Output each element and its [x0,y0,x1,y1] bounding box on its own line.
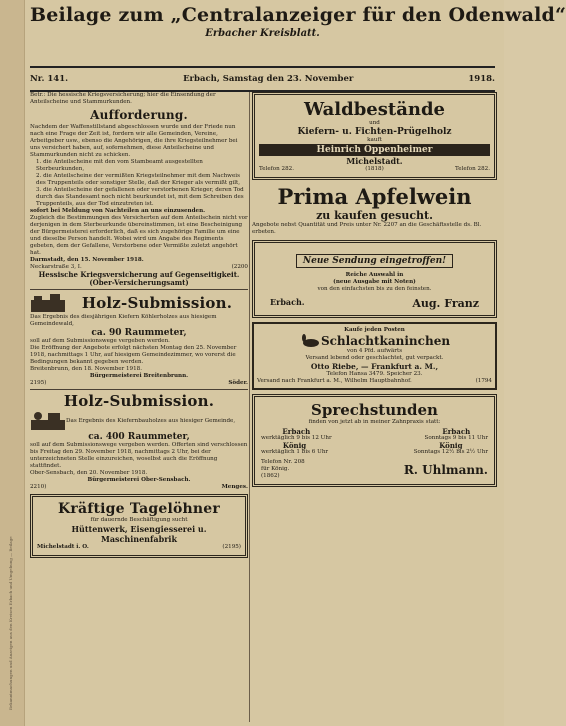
notice-instruction: sofort bei Meldung von Nachteilen an uns einzusenden. [30,208,206,214]
wald-tel-left: Telefon 282. [259,166,294,172]
gesang-reiche: Reiche Auswahl in [345,272,404,278]
wald-city: Michelstadt. [346,156,403,166]
wald-tel-right: Telefon 282. [455,166,490,172]
notice-address: Neckarstraße 3, I. [30,264,82,270]
kanin-foot: Versand nach Frankfurt a. M., Wilhelm Hauptbahnhof. [257,378,412,384]
gesang-sendung: Neue Sendung eingetroffen! [296,254,453,268]
issue-date: Erbach, Samstag den 23. November [183,74,354,84]
page-margin [0,0,25,726]
holz2-name: Menges. [221,484,248,490]
sprech-r-time-1: Sonntags 9 bis 11 Uhr [424,435,488,441]
notice-place-date: Darmstadt, den 15. November 1918. [30,257,144,263]
notice-point-2: 2. die Anteilscheine der vermißten Kriegsteilnehmer mit dem Nachweis des Truppenteils oder sonstiger Stelle, daß der Krieger als vermißt gilt, [36,173,241,186]
wald-kauft: kauft [367,137,382,143]
sprech-footer [261,459,488,480]
sprech-title: Sprechstunden [311,401,438,419]
apfel-title: Prima Apfelwein [277,184,472,209]
holz2-place: Ober-Sensbach, den 20. November 1918. [30,470,148,476]
tagel-title: Kräftige Tagelöhner [58,501,220,517]
wald-und: und [369,120,380,126]
holz1-title: Holz-Submission. [81,294,233,312]
tagelohner-ad [30,494,248,558]
gesang-firm: Aug. Franz [412,297,479,310]
masthead [30,4,566,39]
kanin-footer [257,378,492,385]
notice-intro: Nachdem der Waffenstillstand abgeschlossen wurde und der Friede nun nach eine Frage der Zeit ist, fordern wir alle Gemeinden, Vereine, Arbeitgeber usw., ebenso die Angehörigen, die ihre Kriegsteilnehmer bei uns versichert haben, auf, sofernehmen, diese Anteilscheine und Stammurkunden nicht zu schicken. [30,124,238,158]
wald-sub: Kiefern- u. Fichten-Prügelholz [297,127,452,137]
rabbit-icon [299,334,321,348]
holz1-text: Das Ergebnis des diesjährigen Kiefern Köhlerholzes aus hiesigem Gemeindewald, [30,314,217,327]
tagel-footer [37,544,241,551]
holz2-text: Das Ergebnis des Kiefernbauholzes aus hiesiger Gemeinde, [66,417,236,424]
holz2-amount: ca. 400 Raummeter, [88,432,190,442]
holz2-num: 2210) [30,484,47,490]
holz1-text2: soll auf dem Submissionswege vergeben werden. [30,338,170,344]
holz1-sign: Bürgermeisterei Breitenbrunn. [89,373,189,379]
tagel-num: (2195) [222,544,241,550]
dateline-bar [30,66,495,92]
notice-subject: Betr.: Die hessische Kriegsversicherung; hier die Einsendung der Anteilscheine und Stammurkunden. [30,92,216,105]
kanin-title: Schlachtkaninchen [320,334,451,348]
holz1-amount: ca. 90 Raummeter, [91,328,187,338]
issue-year: 1918. [468,74,495,84]
kanin-num: (1794 [475,378,492,384]
wald-footer [259,166,490,173]
kanin-name: Otto Riebe, — Frankfurt a. M., [310,362,439,371]
wald-ad [252,92,497,180]
gesang-text: von den einfachsten bis zu den feinsten. [317,286,432,292]
wald-name: Heinrich Oppenheimer [259,144,490,156]
apfel-ad [252,184,497,236]
notice-point-1: 1. die Anteilscheine mit den vom Stambeamt ausgestellten Sterbeurkunden, [36,159,203,172]
margin-text: Bekanntmachungen und Anzeigen aus den Kreisen Erbach und Umgebung — Beilage [8,536,13,710]
kanin-text: Versand lebend oder geschlachtet, gut verpackt. [305,355,444,361]
notice-org: Hessische Kriegsversicherung auf Gegenseitigkeit. (Ober-Versicherungsamt) [38,270,240,287]
notice-heading: Aufforderung. [90,108,188,122]
kanin-ad [252,322,497,390]
right-column [252,92,497,491]
apfel-sub: zu kaufen gesucht. [316,209,433,222]
gesang-place: Erbach. [270,297,305,307]
column-divider [249,92,250,722]
woodcut-icon [30,410,66,432]
wald-title: Waldbestände [303,99,445,120]
holz1-name: Söder. [228,380,248,386]
sprech-r-place-2: König [439,441,463,450]
page-title: Beilage zum „Centralanzeiger für den Odenwald“ [30,4,566,26]
sprech-row-2 [261,442,488,456]
sprech-tel2: für König. [261,466,290,472]
holz2-footer [30,484,248,491]
sprech-ad [252,394,497,487]
gesang-ad [252,240,497,318]
kanin-tel: Telefon Hansa 3479. Speicher 23. [326,371,423,377]
sprech-l-time-1: werktäglich 9 bis 12 Uhr [261,435,332,441]
holz2-title: Holz-Submission. [63,392,215,410]
apfel-text: Angebote nebst Quantität und Preis unter Nr. 2207 an die Geschäftsstelle ds. Bl. erbeten. [252,222,482,235]
issue-number: Nr. 141. [30,74,69,84]
notice-body: Zugleich die Bestimmungen des Versicherten auf dem Anteilschein nicht vor derjenigen in dem Sterbeurkunde übereinstimmen, ist eine Bescheinigung der Bürgermeisterei erforderlich, daß es sich zugehörige Familie um eine und dieselbe Person handelt. Wobei wird um Angabe des Regiments gebeten, dem der Gefallene, Verstorbene oder Vermißte zuletzt angehört hat. [30,215,248,256]
tagel-place: Michelstadt i. O. [37,544,89,550]
gesang-sub: (neue Ausgabe mit Noten) [333,279,416,285]
sprech-r-place-1: Erbach [442,427,471,436]
tagel-firm: Hüttenwerk, Eisengiesserei u. Maschinenfabrik [71,524,207,544]
kanin-sub: von 4 Pfd. aufwärts [346,348,403,354]
holz2-sign: Bürgermeisterei Ober-Sensbach. [87,477,191,483]
kanin-top: Kaufe jeden Posten [344,327,405,333]
holz1-num: 2195) [30,380,47,386]
sprech-num: (1862) [261,473,280,479]
holz1-text3: Die Eröffnung der Angebote erfolgt nächsten Montag den 25. November 1918, nachmittags 1 Uhr, auf hiesigem Gemeindezimmer, wo vorerst die Bedingungen bekannt gegeben werden. [30,345,237,365]
holz1-place: Breitenbrunn, den 18. November 1918. [30,366,143,372]
tagel-sub: für dauernde Beschäftigung sucht [90,517,188,523]
notice-number: (2200 [231,264,248,270]
page-subtitle: Erbacher Kreisblatt. [205,28,320,39]
woodcut-icon [30,292,66,314]
wald-num: (1818) [365,166,384,172]
notice-point-3: 3. die Anteilscheine der gefallenen oder verstorbenen Krieger, deren Tod durch das Standesamt noch nicht beurkundet ist, mit dem Schreiben des Truppenteils, aus der Tod einzutreten ist. [36,187,244,207]
gesang-footer [260,297,489,310]
sprech-l-place-2: König [282,441,307,450]
sprech-name: R. Uhlmann. [403,462,488,477]
sprech-tel: Telefon Nr. 208 [261,459,305,465]
holz2-text2: soll auf dem Submissionswege vergeben werden. Offerten sind verschlossen bis Freitag den 29. November 1918, nachmittags 2 Uhr, bei der unterzeichneten Stelle einzureichen, woselbst auch die Eröffnung stattfindet. [30,442,248,469]
sprech-r-time-2: Sonntags 12½ bis 2½ Uhr [413,449,488,455]
sprech-row-1 [261,428,488,442]
left-column [30,92,248,562]
sprech-l-place-1: Erbach [282,427,311,436]
sprech-sub: finden von jetzt ab in meiner Zahnpraxis statt: [308,419,441,425]
holz1-footer [30,380,248,387]
sprech-l-time-2: werktäglich 1 bis 6 Uhr [261,449,329,455]
